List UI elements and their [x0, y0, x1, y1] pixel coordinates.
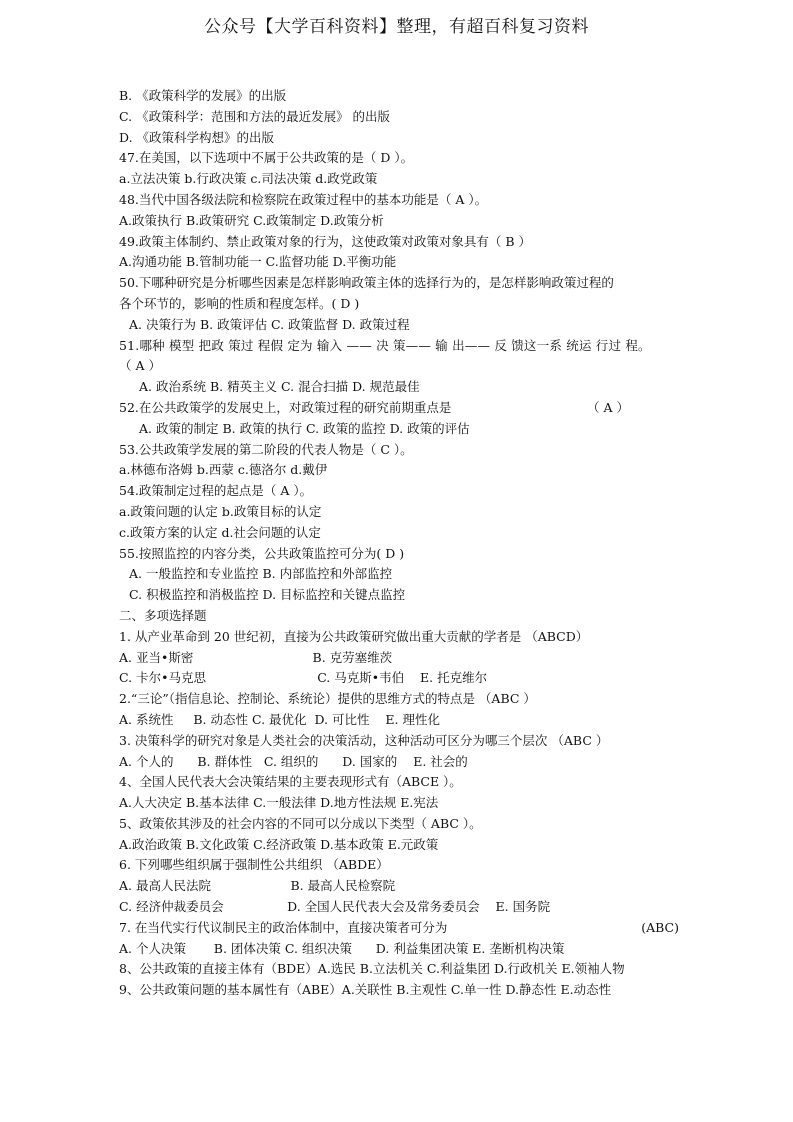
mc-options-7: A. 个人决策 B. 团体决策 C. 组织决策 D. 利益集团决策 E. 垄断机构决策 [119, 940, 565, 956]
options-52: A. 政策的制定 B. 政策的执行 C. 政策的监控 D. 政策的评估 [139, 420, 470, 436]
text-line: D. 《政策科学构想》的出版 [119, 129, 275, 145]
question-55: 55.按照监控的内容分类，公共政策监控可分为( D ) [119, 545, 405, 561]
mc-options-6b: C. 经济仲裁委员会 D. 全国人民代表大会及常务委员会 E. 国务院 [119, 899, 551, 915]
mc-question-6: 6. 下列哪些组织属于强制性公共组织 （ABDE） [119, 857, 389, 873]
mc-options-5: A.政治政策 B.文化政策 C.经济政策 D.基本政策 E.元政策 [119, 836, 439, 852]
options-47: a.立法决策 b.行政决策 c.司法决策 d.政党政策 [119, 171, 378, 187]
options-55-a: A. 一般监控和专业监控 B. 内部监控和外部监控 [129, 566, 393, 582]
mc-question-7 [119, 918, 679, 939]
text-line: B. 《政策科学的发展》的出版 [119, 88, 287, 103]
mc-question-8: 8、公共政策的直接主体有（BDE）A.选民 B.立法机关 C.利益集团 D.行政机关 E.领袖人物 [119, 961, 625, 977]
question-50-cont: 各个环节的，影响的性质和程度怎样。( D ) [119, 295, 360, 311]
question-50: 50.下哪种研究是分析哪些因素是怎样影响政策主体的选择行为的，是怎样影响政策过程的 [119, 275, 614, 291]
question-54: 54.政策制定过程的起点是（ A ）。 [119, 483, 313, 499]
mc-question-1: 1. 从产业革命到 20 世纪初，直接为公共政策研究做出重大贡献的学者是 （ABCD） [119, 628, 589, 644]
question-49: 49.政策主体制约、禁止政策对象的行为，这使政策对政策对象具有（ B ） [119, 233, 532, 249]
options-48: A.政策执行 B.政策研究 C.政策制定 D.政策分析 [119, 212, 384, 228]
question-47: 47.在美国，以下选项中不属于公共政策的是（ D ）。 [119, 150, 414, 166]
question-52 [119, 398, 679, 419]
question-52-text: 52.在公共政策学的发展史上，对政策过程的研究前期重点是 [119, 399, 452, 415]
options-54-a: a.政策问题的认定 b.政策目标的认定 [119, 503, 322, 519]
mc-question-3: 3. 决策科学的研究对象是人类社会的决策活动，这种活动可区分为哪三个层次 （ABC ） [119, 732, 609, 748]
question-52-answer: （ A ） [587, 399, 629, 415]
mc-question-9: 9、公共政策问题的基本属性有（ABE）A.关联性 B.主观性 C.单一性 D.静态性 E.动态性 [119, 982, 612, 998]
mc-options-1a: A. 亚当•斯密 B. 克劳塞维茨 [119, 649, 393, 665]
question-51-answer: （ A ） [119, 358, 161, 374]
mc-question-2: 2.“三论”（指信息论、控制论、系统论）提供的思维方式的特点是 （ABC ） [119, 691, 536, 707]
mc-question-5: 5、政策依其涉及的社会内容的不同可以分成以下类型（ ABC ）。 [119, 815, 482, 831]
question-53: 53.公共政策学发展的第二阶段的代表人物是（ C ）。 [119, 441, 413, 457]
mc-options-4: A.人大决定 B.基本法律 C.一般法律 D.地方性法规 E.宪法 [119, 795, 439, 811]
options-53: a.林德布洛姆 b.西蒙 c.德洛尔 d.戴伊 [119, 462, 328, 478]
options-50: A. 决策行为 B. 政策评估 C. 政策监督 D. 政策过程 [129, 316, 410, 332]
mc-options-2: A. 系统性 B. 动态性 C. 最优化 D. 可比性 E. 理性化 [119, 711, 440, 727]
mc-options-3: A. 个人的 B. 群体性 C. 组织的 D. 国家的 E. 社会的 [119, 753, 468, 769]
mc-options-1b: C. 卡尔•马克思 C. 马克斯•韦伯 E. 托克维尔 [119, 670, 488, 686]
mc-options-6a: A. 最高人民法院 B. 最高人民检察院 [119, 878, 396, 894]
mc-question-7-text: 7. 在当代实行代议制民主的政治体制中，直接决策者可分为 [119, 919, 448, 935]
question-51: 51.哪种 模型 把政 策过 程假 定为 输入 —— 决 策—— 输 出—— 反 馈这一系 统运 行过 程。 [119, 337, 651, 353]
text-line: C. 《政策科学：范围和方法的最近发展》 的出版 [119, 108, 391, 124]
options-51: A. 政治系统 B. 精英主义 C. 混合扫描 D. 规范最佳 [139, 379, 420, 395]
page-header: 公众号【大学百科资料】整理，有超百科复习资料 [204, 17, 589, 37]
options-54-b: c.政策方案的认定 d.社会问题的认定 [119, 524, 321, 540]
mc-question-4: 4、全国人民代表大会决策结果的主要表现形式有（ABCE ）。 [119, 774, 462, 790]
document-body [119, 86, 679, 1001]
section-heading: 二、多项选择题 [119, 607, 207, 623]
options-55-b: C. 积极监控和消极监控 D. 目标监控和关键点监控 [129, 587, 406, 603]
question-48: 48.当代中国各级法院和检察院在政策过程中的基本功能是（ A ）。 [119, 191, 488, 207]
options-49: A.沟通功能 B.管制功能一 C.监督功能 D.平衡功能 [119, 254, 397, 270]
mc-question-7-answer: (ABC) [641, 919, 679, 935]
